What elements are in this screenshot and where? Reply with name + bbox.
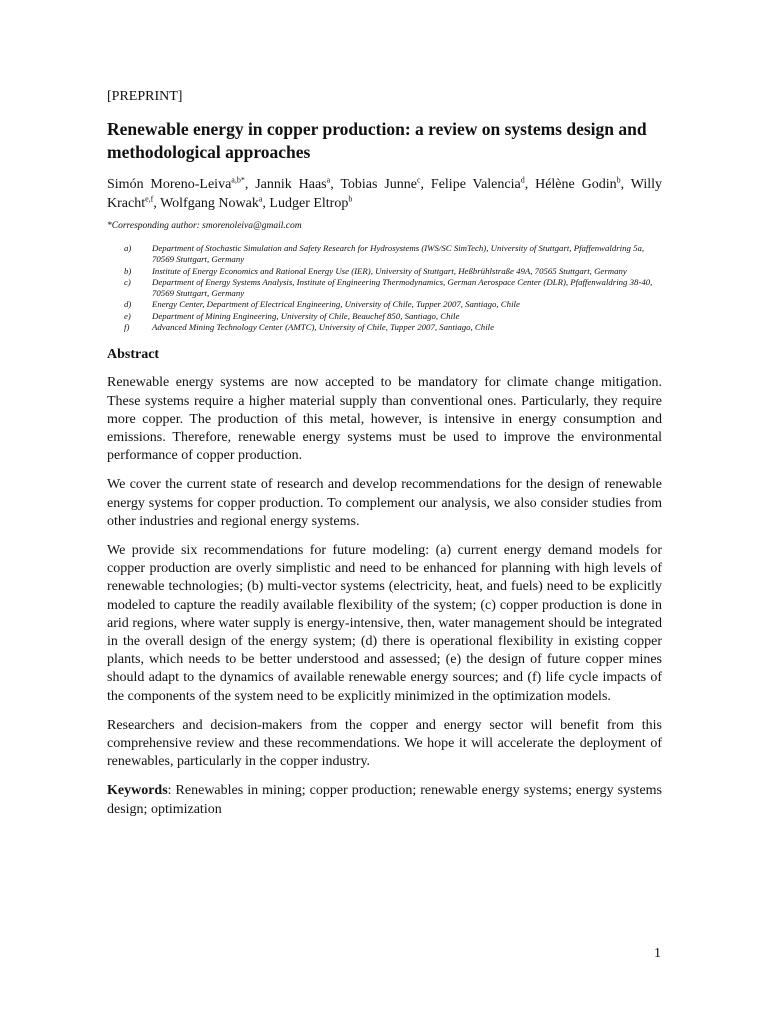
author-affiliation-marker: c bbox=[416, 175, 421, 185]
author-separator: , bbox=[620, 177, 631, 192]
abstract-heading: Abstract bbox=[107, 347, 160, 363]
affiliation-item bbox=[107, 243, 662, 266]
abstract-paragraph: We cover the current state of research and develop recommendations for the design of renewable energy systems for copper production. To complement our analysis, we also consider studies from other industries and regional energy systems. bbox=[107, 477, 662, 529]
abstract-paragraph: Renewable energy systems are now accepted to be mandatory for climate change mitigation. These systems require a higher material supply than conventional ones. Particularly, they require more copper. The production of this metal, however, is intensive in energy consumption and emissions. Therefore, renewable energy systems must be used to improve the environmental performance of copper production. bbox=[107, 375, 662, 464]
author-separator: , bbox=[244, 177, 256, 192]
affiliation-item bbox=[107, 266, 662, 277]
preprint-tag: [PREPRINT] bbox=[107, 89, 183, 104]
affiliation-letter: b) bbox=[124, 265, 132, 276]
affiliation-text: Department of Energy Systems Analysis, Institute of Engineering Thermodynamics, German Aerospace Center (DLR), Pfaffenwaldring 38-40, 70569 Stuttgart, Germany bbox=[152, 276, 653, 299]
author-separator: , bbox=[262, 196, 270, 211]
author-name: Simón Moreno-Leiva bbox=[107, 177, 232, 192]
keywords-label: Keywords bbox=[107, 783, 168, 799]
author-affiliation-marker: a,b* bbox=[231, 175, 245, 185]
author-name: Jannik Haas bbox=[255, 177, 327, 192]
affiliation-letter: e) bbox=[124, 310, 131, 321]
affiliation-list bbox=[107, 243, 662, 333]
page-content bbox=[107, 88, 662, 819]
affiliation-item bbox=[107, 277, 662, 300]
paper-title: Renewable energy in copper production: a review on systems design and methodological approaches bbox=[107, 119, 647, 162]
affiliation-item bbox=[107, 311, 662, 322]
affiliation-letter: f) bbox=[124, 322, 130, 333]
affiliation-text: Institute of Energy Economics and Rational Energy Use (IER), University of Stuttgart, Heßbrühlstraße 49A, 70565 Stuttgart, Germany bbox=[152, 265, 627, 276]
author-affiliation-marker: e,f bbox=[145, 194, 154, 204]
author-affiliation-marker: b bbox=[616, 175, 621, 185]
author-name: Felipe Valencia bbox=[430, 177, 521, 192]
affiliation-item bbox=[107, 322, 662, 333]
author-name: Ludger Eltrop bbox=[269, 196, 349, 211]
affiliation-text: Department of Mining Engineering, University of Chile, Beauchef 850, Santiago, Chile bbox=[152, 310, 460, 321]
author-separator: , bbox=[420, 177, 431, 192]
author-affiliation-marker: d bbox=[520, 175, 525, 185]
author-separator: , bbox=[330, 177, 341, 192]
author-name: Hélène Godin bbox=[535, 177, 617, 192]
author-separator: , bbox=[524, 177, 536, 192]
corresponding-author: *Corresponding author: smorenoleiva@gmail.com bbox=[107, 221, 302, 231]
affiliation-letter: c) bbox=[124, 276, 131, 287]
author-separator: , bbox=[153, 196, 161, 211]
page-number: 1 bbox=[654, 946, 661, 961]
author-list bbox=[107, 175, 662, 213]
affiliation-letter: d) bbox=[124, 299, 132, 310]
affiliation-text: Department of Stochastic Simulation and Safety Research for Hydrosystems (IWS/SC SimTech), University of Stuttgart, Pfaffenwaldring 5a, 70569 Stuttgart, Germany bbox=[152, 243, 645, 265]
author-name: Wolfgang Nowak bbox=[160, 196, 259, 211]
author-name: Willy Kracht bbox=[107, 177, 663, 211]
keywords bbox=[107, 782, 662, 818]
affiliation-text: Advanced Mining Technology Center (AMTC), University of Chile, Tupper 2007, Santiago, Chile bbox=[152, 322, 494, 333]
author-affiliation-marker: b bbox=[348, 194, 353, 204]
author-name: Tobias Junne bbox=[340, 177, 417, 192]
abstract-paragraph: We provide six recommendations for future modeling: (a) current energy demand models for copper production are overly simplistic and need to be enhanced for planning with high levels of renewable technologies; (b) multi-vector systems (electricity, heat, and fuels) need to be explicitly modeled to capture the readily available flexibility of the system; (c) copper production is done in arid regions, where water supply is energy-intensive, then, water management should be integrated in the overall design of the energy system; (d) there is operational flexibility in existing copper plants, which needs to be better understood and assessed; (e) the design of future copper mines should adapt to the dynamics of available renewable energy sources; and (f) life cycle impacts of the components of the system need to be explicitly minimized in the optimization models. bbox=[107, 543, 662, 704]
author-affiliation-marker: a bbox=[258, 194, 263, 204]
affiliation-text: Energy Center, Department of Electrical Engineering, University of Chile, Tupper 2007, Santiago, Chile bbox=[152, 299, 520, 310]
keywords-text: : Renewables in mining; copper production; renewable energy systems; energy systems design; optimization bbox=[107, 783, 662, 817]
author-affiliation-marker: a bbox=[326, 175, 331, 185]
abstract-paragraph: Researchers and decision-makers from the copper and energy sector will benefit from this comprehensive review and these recommendations. We hope it will accelerate the deployment of renewables, particularly in the copper industry. bbox=[107, 717, 662, 770]
affiliation-item bbox=[107, 299, 662, 310]
affiliation-letter: a) bbox=[124, 243, 132, 253]
